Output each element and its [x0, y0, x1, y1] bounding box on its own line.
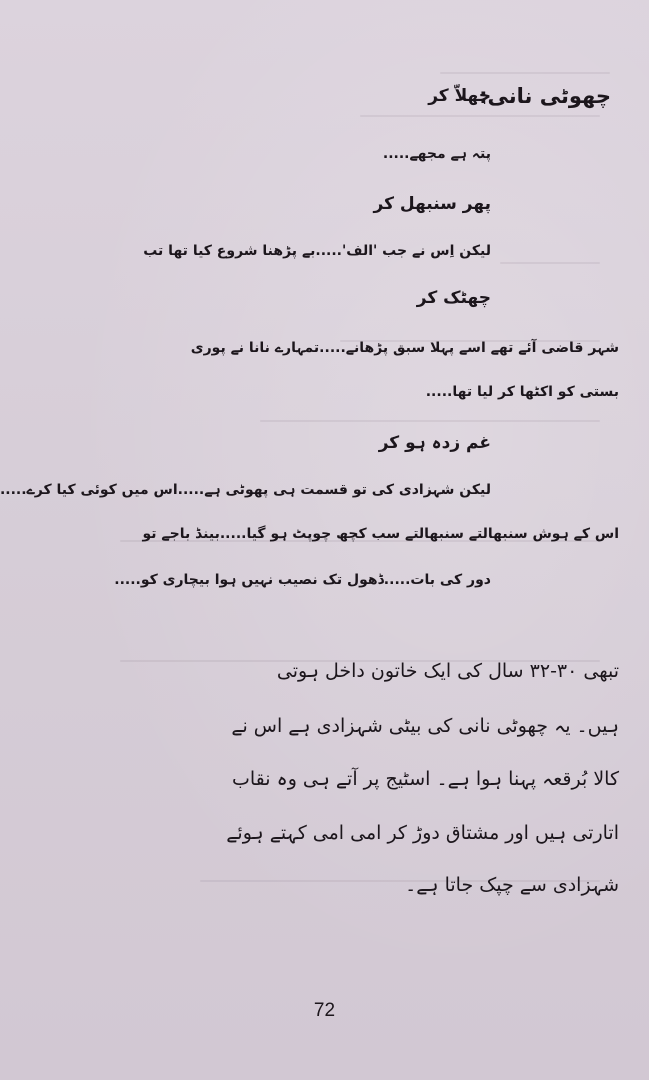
stage-direction: جھلاّ کر — [428, 86, 491, 106]
stage-paragraph-line: ہیں۔ یہ چھوٹی نانی کی بیٹی شہزادی ہے اس نے — [231, 715, 619, 737]
stage-paragraph-line: شہزادی سے چپک جاتا ہے۔ — [405, 874, 619, 896]
stage-paragraph-line: تبھی ۳۰-۳۲ سال کی ایک خاتون داخل ہوتی — [276, 660, 619, 682]
bleed-through-mark — [360, 115, 600, 117]
dialogue-line: بستی کو اکٹھا کر لیا تھا..... — [425, 384, 619, 400]
bleed-through-mark — [260, 420, 600, 422]
speaker-label: چھوٹی نانی: — [479, 84, 611, 108]
stage-paragraph-line: اتارتی ہیں اور مشتاق دوڑ کر امی امی کہتے ہوئے — [226, 822, 619, 844]
stage-direction: چھٹک کر — [416, 288, 491, 308]
page-number: 72 — [313, 1000, 336, 1021]
dialogue-line: لیکن اِس نے جب 'الف'.....بے پڑھنا شروع کیا تھا تب — [143, 243, 491, 259]
stage-direction: غم زدہ ہو کر — [378, 433, 491, 453]
stage-direction: پھر سنبھل کر — [373, 194, 491, 214]
dialogue-line: شہر قاضی آئے تھے اسے پہلا سبق پڑھانے.....تمہارے نانا نے پوری — [190, 340, 619, 356]
stage-paragraph-line: کالا بُرقعہ پہنا ہوا ہے۔ اسٹیج پر آتے ہی وہ نقاب — [231, 768, 619, 790]
dialogue-line: اس کے ہوش سنبھالتے سنبھالتے سب کچھ چوپٹ ہو گیا.....بینڈ باجے تو — [142, 526, 619, 542]
dialogue-line: لیکن شہزادی کی تو قسمت ہی پھوٹی ہے.....اس میں کوئی کیا کرے..... — [0, 482, 491, 498]
bleed-through-mark — [500, 262, 600, 264]
dialogue-line: پتہ ہے مجھے..... — [382, 146, 491, 162]
bleed-through-mark — [440, 72, 610, 74]
dialogue-line: دور کی بات.....ڈھول تک نصیب نہیں ہوا بیچاری کو..... — [114, 572, 491, 588]
